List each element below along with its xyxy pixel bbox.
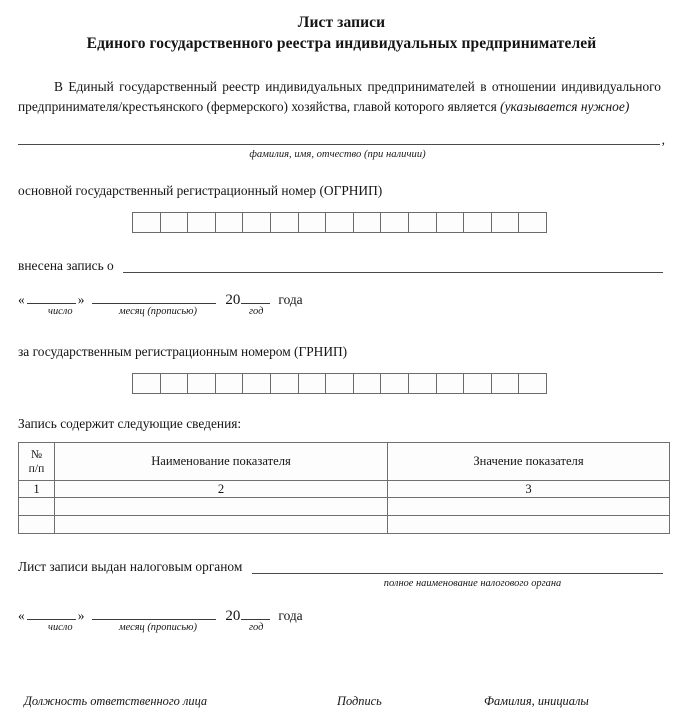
record-date-caption-year: год (249, 306, 264, 317)
issue-date-year-prefix: 20 (225, 608, 241, 624)
grnip-digit-boxes[interactable] (132, 373, 665, 394)
issue-date-caption-month: месяц (прописью) (119, 622, 197, 633)
record-entry-input-line[interactable] (123, 260, 663, 273)
grnip-digit-cell[interactable] (464, 373, 492, 394)
record-date-quote-close: » (77, 292, 85, 307)
table-numbering-cell: 2 (55, 481, 388, 498)
table-numbering-cell: 3 (388, 481, 670, 498)
grnip-digit-cell[interactable] (216, 373, 244, 394)
grnip-digit-cell[interactable] (409, 373, 437, 394)
table-cell[interactable] (19, 516, 55, 534)
table-header (19, 443, 670, 481)
fio-input-line[interactable] (18, 133, 660, 145)
table-cell[interactable] (388, 516, 670, 534)
issue-date-fields (18, 605, 665, 624)
record-entry-label: внесена запись о (18, 258, 114, 273)
issued-by-label: Лист записи выдан налоговым органом (18, 559, 243, 574)
issue-date-caption-day: число (48, 622, 73, 633)
ogrnip-digit-cell[interactable] (492, 212, 520, 233)
ogrnip-digit-cell[interactable] (381, 212, 409, 233)
record-date-caption-month: месяц (прописью) (119, 306, 197, 317)
ogrnip-digit-cell[interactable] (299, 212, 327, 233)
ogrnip-digit-cell[interactable] (243, 212, 271, 233)
table-numbering-cell: 1 (19, 481, 55, 498)
grnip-digit-cell[interactable] (492, 373, 520, 394)
record-date-quote-open: « (18, 292, 25, 307)
record-details-table (18, 442, 670, 534)
ogrnip-digit-cell[interactable] (216, 212, 244, 233)
ogrnip-digit-cell[interactable] (326, 212, 354, 233)
grnip-digit-cell[interactable] (161, 373, 189, 394)
grnip-digit-cell[interactable] (188, 373, 216, 394)
table-row (19, 516, 670, 534)
grnip-digit-cell[interactable] (271, 373, 299, 394)
record-date-year-word: года (278, 292, 303, 307)
ogrnip-digit-cell[interactable] (464, 212, 492, 233)
table-header-number-line1: № (30, 447, 43, 461)
table-cell[interactable] (388, 498, 670, 516)
intro-text: В Единый государственный реестр индивидуальных предпринимателей в отношении индивидуального предпринимателя/крестьянского (фермерского) хозяйства, главой которого является (18, 79, 661, 114)
page-title-line-2: Единого государственного реестра индивидуальных предпринимателей (86, 35, 597, 52)
record-date-year-prefix: 20 (225, 292, 241, 308)
table-header-cell-name: Наименование показателя (55, 443, 388, 481)
grnip-digit-cell[interactable] (354, 373, 382, 394)
issued-by-caption: полное наименование налогового органа (383, 578, 562, 589)
grnip-digit-cell[interactable] (133, 373, 161, 394)
issue-date-month-input[interactable] (92, 605, 216, 620)
record-date-day-input[interactable] (27, 289, 76, 304)
table-cell[interactable] (19, 498, 55, 516)
grnip-digit-cell[interactable] (437, 373, 465, 394)
issued-by-row (18, 560, 665, 574)
ogrnip-digit-cell[interactable] (409, 212, 437, 233)
grnip-label: за государственным регистрационным номером (ГРНИП) (18, 344, 348, 359)
intro-paragraph (18, 77, 665, 116)
issue-date-year-word: года (278, 608, 303, 623)
ogrnip-digit-cell[interactable] (437, 212, 465, 233)
fio-field-row (18, 133, 665, 145)
intro-hint-italic: (указывается нужное) (500, 98, 630, 114)
signature-signature-label: Подпись (337, 694, 382, 708)
grnip-digit-cell[interactable] (243, 373, 271, 394)
issue-date-quote-open: « (18, 608, 25, 623)
table-header-cell-value: Значение показателя (388, 443, 670, 481)
fio-caption: фамилия, имя, отчество (при наличии) (249, 149, 426, 160)
ogrnip-digit-boxes[interactable] (132, 212, 665, 233)
fio-trailing-comma: , (661, 132, 665, 147)
grnip-digit-cell[interactable] (381, 373, 409, 394)
table-cell[interactable] (55, 498, 388, 516)
grnip-digit-cell[interactable] (326, 373, 354, 394)
table-header-cell-number (19, 443, 55, 481)
ogrnip-digit-cell[interactable] (133, 212, 161, 233)
table-header-row (19, 443, 670, 481)
issue-date-quote-close: » (77, 608, 85, 623)
table-numbering-row (19, 481, 670, 498)
ogrnip-digit-cell[interactable] (519, 212, 547, 233)
record-entry-row (18, 259, 665, 273)
issue-date-caption-year: год (249, 622, 264, 633)
ogrnip-label: основной государственный регистрационный номер (ОГРНИП) (18, 183, 383, 198)
issue-date-year-input[interactable] (241, 605, 270, 620)
grnip-digit-cell[interactable] (519, 373, 547, 394)
document-title-block (18, 0, 665, 55)
ogrnip-digit-cell[interactable] (188, 212, 216, 233)
record-date-month-input[interactable] (92, 289, 216, 304)
record-date-row (18, 289, 665, 321)
record-date-caption-day: число (48, 306, 73, 317)
issued-by-input-line[interactable] (252, 561, 663, 574)
table-header-number-line2: п/п (28, 461, 45, 475)
record-date-year-input[interactable] (241, 289, 270, 304)
table-cell[interactable] (55, 516, 388, 534)
grnip-digit-cell[interactable] (299, 373, 327, 394)
signature-position-label: Должность ответственного лица (24, 694, 208, 708)
ogrnip-digit-cell[interactable] (271, 212, 299, 233)
table-body (19, 481, 670, 534)
ogrnip-digit-cell[interactable] (354, 212, 382, 233)
page-title-line-1: Лист записи (297, 14, 386, 31)
table-row (19, 498, 670, 516)
table-intro-label: Запись содержит следующие сведения: (18, 416, 242, 431)
issue-date-row (18, 605, 665, 637)
ogrnip-digit-cell[interactable] (161, 212, 189, 233)
record-date-fields (18, 289, 665, 308)
issue-date-day-input[interactable] (27, 605, 76, 620)
signature-name-label: Фамилия, инициалы (484, 694, 589, 708)
